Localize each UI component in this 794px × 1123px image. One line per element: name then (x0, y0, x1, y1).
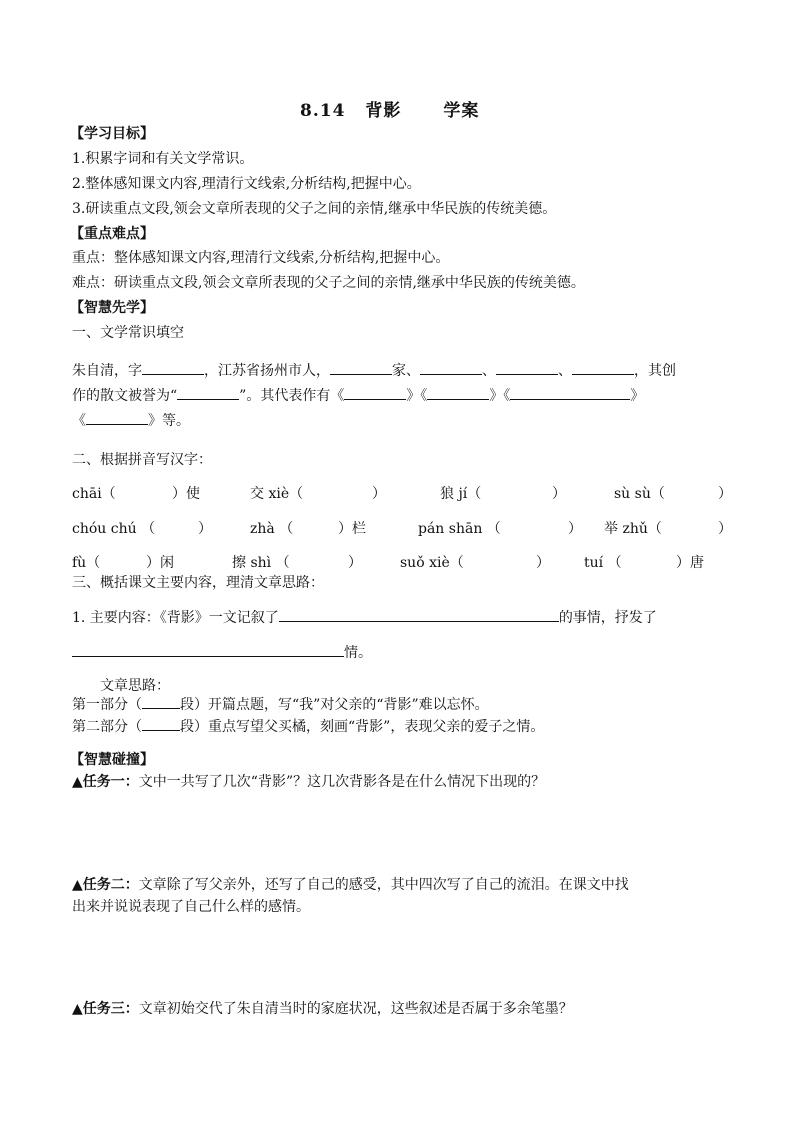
pinyin-item: ） (536, 555, 550, 571)
task-text: 文章初始交代了朱自清当时的家庭状况，这些叙述是否属于多余笔墨？ (138, 1001, 573, 1017)
text: 作的散文被誉为“ (72, 388, 178, 404)
text: 》 (630, 388, 645, 404)
blank[interactable] (177, 385, 239, 400)
task-text: 文中一共写了几次“背影”？这几次背影各是在什么情况下出现的？ (138, 774, 546, 790)
text: ”。其代表作有《 (239, 388, 345, 404)
blank[interactable] (510, 385, 630, 400)
text: 的事情，抒发了 (558, 610, 657, 626)
text: 、 (482, 363, 496, 379)
text: 朱自清，字 (72, 363, 142, 379)
page-title (300, 101, 479, 121)
key-focus: 重点：整体感知课文内容,理清行文线索,分析结构,把握中心。 (72, 250, 450, 266)
part-1 (72, 694, 489, 715)
text: ，江苏省扬州市人， (204, 363, 330, 379)
blank[interactable] (496, 360, 558, 375)
text: 情。 (344, 645, 372, 661)
pinyin-item: tuí （ (584, 555, 622, 571)
pinyin-item: ）闲 (146, 555, 174, 571)
text: 、 (558, 363, 572, 379)
task-label: ▲任务一： (72, 774, 139, 790)
pinyin-item: fù（ (72, 555, 101, 571)
text: 段）重点写望父买橘，刻画“背影”，表现父亲的爱子之情。 (180, 719, 545, 735)
prestudy-heading: 【智慧先学】 (70, 300, 154, 316)
text: 第二部分（ (72, 719, 142, 735)
pinyin-item: pán shān （ (418, 521, 501, 537)
blank[interactable] (572, 360, 634, 375)
pinyin-item: chāi（ (72, 486, 116, 502)
literature-line-2 (72, 385, 644, 406)
blank[interactable] (420, 360, 482, 375)
pinyin-item: chóu chú （ (72, 521, 156, 537)
title-name: 背影 (365, 101, 402, 121)
goal-item-3: 3.研读重点文段,领会文章所表现的父子之间的亲情,继承中华民族的传统美德。 (72, 201, 557, 217)
part-2 (72, 716, 544, 737)
goal-item-1: 1.积累字词和有关文学常识。 (72, 151, 254, 167)
pinyin-item: suǒ xiè（ (400, 555, 464, 571)
blank[interactable] (279, 607, 559, 622)
key-heading: 【重点难点】 (70, 226, 154, 242)
task-2 (72, 875, 629, 895)
key-difficulty: 难点：研读重点文段,领会文章所表现的父子之间的亲情,继承中华民族的传统美德。 (72, 275, 585, 291)
title-kind: 学案 (443, 101, 480, 121)
pinyin-item: ）唐 (676, 555, 704, 571)
pinyin-item: 狼 jí（ (440, 486, 482, 502)
pinyin-item: ） (552, 486, 566, 502)
text: ，其创 (634, 363, 676, 379)
pinyin-item: zhà （ (250, 521, 294, 537)
text: 《 (72, 413, 86, 429)
section-literature: 一、文学常识填空 (72, 325, 184, 341)
text: 》《 (489, 388, 511, 404)
main-content-line-2 (72, 642, 372, 663)
text: 第一部分（ (72, 697, 142, 713)
blank[interactable] (344, 385, 406, 400)
text: 》等。 (148, 413, 190, 429)
pinyin-item: 举 zhǔ（ (604, 521, 662, 537)
pinyin-item: ） (718, 486, 732, 502)
pinyin-item: ） (348, 555, 362, 571)
task-label: ▲任务三： (72, 1001, 139, 1017)
pinyin-item: ）栏 (338, 521, 366, 537)
pinyin-item: ） (568, 521, 582, 537)
pinyin-item: ） (718, 521, 732, 537)
pinyin-item: sù sù（ (614, 486, 665, 502)
title-number: 8.14 (300, 101, 346, 121)
literature-line-3 (72, 410, 190, 431)
pinyin-item: 擦 shì （ (232, 555, 290, 571)
task-3 (72, 999, 573, 1019)
text: 段）开篇点题，写“我”对父亲的“背影”难以忘怀。 (180, 697, 489, 713)
task-text: 文章除了写父亲外，还写了自己的感受，其中四次写了自己的流泪。在课文中找 (138, 877, 629, 893)
idea-label: 文章思路： (100, 678, 170, 694)
blank[interactable] (142, 694, 180, 709)
blank[interactable] (330, 360, 392, 375)
text: 家、 (392, 363, 420, 379)
blank[interactable] (72, 642, 344, 657)
collide-heading: 【智慧碰撞】 (70, 752, 154, 768)
blank[interactable] (427, 385, 489, 400)
pinyin-item: ）使 (172, 486, 200, 502)
goals-heading: 【学习目标】 (70, 126, 154, 142)
pinyin-item: 交 xiè（ (250, 486, 304, 502)
pinyin-item: ） (372, 486, 386, 502)
task-2-continued: 出来并说说表现了自己什么样的感情。 (72, 899, 310, 915)
section-summary: 三、概括课文主要内容，理清文章思路： (72, 575, 324, 591)
text: 》《 (406, 388, 428, 404)
pinyin-item: ） (198, 521, 212, 537)
blank[interactable] (142, 716, 180, 731)
section-pinyin: 二、根据拼音写汉字： (72, 452, 212, 468)
blank[interactable] (86, 410, 148, 425)
main-content-line-1 (72, 607, 657, 628)
text: 1. 主要内容：《背影》一文记叙了 (72, 610, 279, 626)
task-1 (72, 772, 545, 792)
task-label: ▲任务二： (72, 877, 139, 893)
blank[interactable] (142, 360, 204, 375)
goal-item-2: 2.整体感知课文内容,理清行文线索,分析结构,把握中心。 (72, 176, 421, 192)
literature-line-1 (72, 360, 676, 381)
